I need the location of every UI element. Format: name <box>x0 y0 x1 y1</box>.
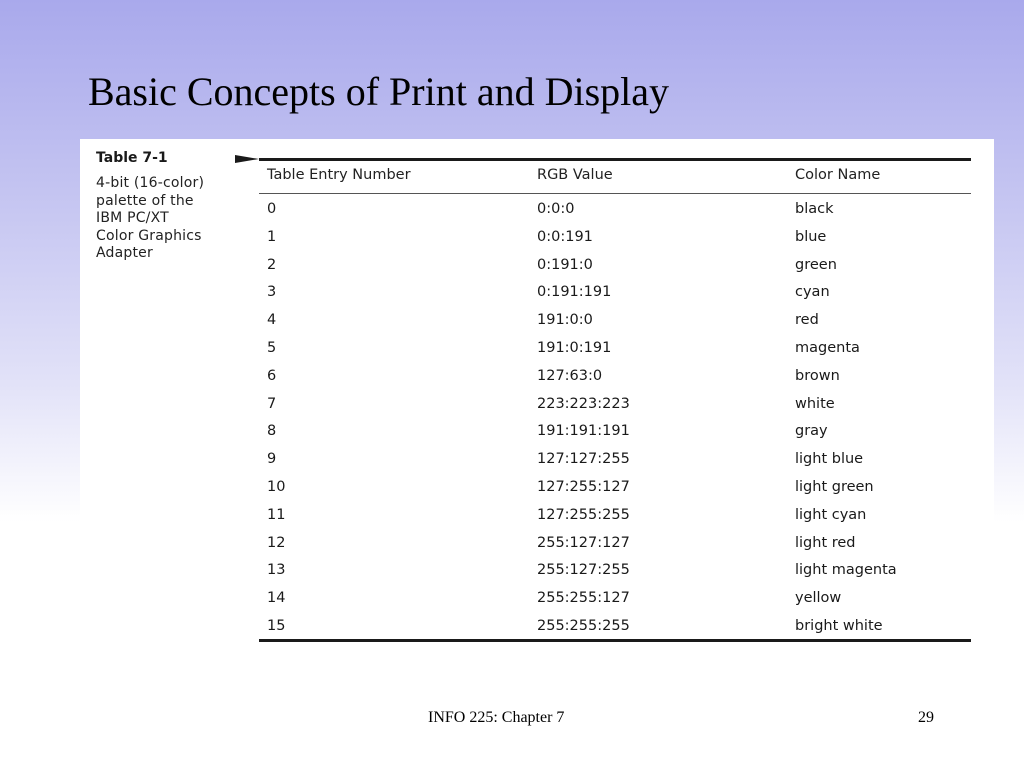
entry-number-cell: 9 <box>267 451 277 468</box>
color-name-cell: light cyan <box>795 506 867 523</box>
entry-number-cell: 8 <box>267 423 277 440</box>
color-name-cell: black <box>795 201 834 217</box>
table-figure <box>80 139 994 658</box>
entry-number-cell: 10 <box>267 478 286 495</box>
table-bottom-rule <box>259 639 971 642</box>
entry-number-cell: 14 <box>267 590 286 607</box>
entry-number-cell: 5 <box>267 339 277 356</box>
rgb-value-cell: 255:255:255 <box>537 617 630 634</box>
color-name-cell: light green <box>795 478 874 495</box>
table-row <box>259 307 971 335</box>
rgb-value-cell: 127:127:255 <box>537 451 630 468</box>
table-row <box>259 530 971 558</box>
table-label: Table 7-1 <box>96 150 168 166</box>
entry-number-cell: 2 <box>267 256 277 273</box>
table-row <box>259 363 971 391</box>
rgb-value-cell: 191:191:191 <box>537 423 630 440</box>
rgb-value-cell: 127:255:127 <box>537 478 630 495</box>
rgb-value-cell: 0:0:0 <box>537 201 575 217</box>
table-row <box>259 391 971 419</box>
table-header-rule <box>259 193 971 194</box>
entry-number-cell: 15 <box>267 617 286 634</box>
entry-number-cell: 7 <box>267 395 277 412</box>
table-row <box>259 252 971 280</box>
color-name-cell: yellow <box>795 590 842 607</box>
table-row <box>259 613 971 641</box>
table-header-row <box>259 167 971 189</box>
rgb-value-cell: 191:0:191 <box>537 339 612 356</box>
table-caption <box>96 149 251 263</box>
color-name-cell: white <box>795 395 835 412</box>
table-row <box>259 224 971 252</box>
table-row <box>259 557 971 585</box>
table-body <box>259 196 971 641</box>
entry-number-cell: 12 <box>267 534 286 551</box>
table-row <box>259 418 971 446</box>
page-number: 29 <box>918 709 934 726</box>
table-row <box>259 446 971 474</box>
table-row <box>259 502 971 530</box>
slide-title: Basic Concepts of Print and Display <box>88 69 670 114</box>
arrow-icon <box>235 155 259 163</box>
table-row <box>259 335 971 363</box>
color-name-cell: bright white <box>795 617 883 634</box>
color-name-cell: light blue <box>795 451 864 468</box>
color-name-cell: light magenta <box>795 562 897 579</box>
color-name-cell: red <box>795 312 819 329</box>
entry-number-cell: 1 <box>267 228 277 245</box>
color-name-cell: gray <box>795 423 828 440</box>
entry-number-cell: 3 <box>267 284 277 301</box>
rgb-value-cell: 191:0:0 <box>537 312 593 329</box>
table-top-rule <box>259 158 971 161</box>
column-header-rgb-value: RGB Value <box>537 167 613 183</box>
table-row <box>259 585 971 613</box>
entry-number-cell: 6 <box>267 367 277 384</box>
color-name-cell: brown <box>795 367 840 384</box>
column-header-color-name: Color Name <box>795 167 881 183</box>
entry-number-cell: 13 <box>267 562 286 579</box>
color-name-cell: magenta <box>795 339 860 356</box>
color-name-cell: blue <box>795 228 827 245</box>
entry-number-cell: 11 <box>267 506 286 523</box>
color-name-cell: cyan <box>795 284 830 301</box>
footer-course: INFO 225: Chapter 7 <box>428 709 565 726</box>
color-name-cell: light red <box>795 534 856 551</box>
rgb-value-cell: 127:255:255 <box>537 506 630 523</box>
table-row <box>259 279 971 307</box>
rgb-value-cell: 255:127:127 <box>537 534 630 551</box>
rgb-value-cell: 0:191:191 <box>537 284 612 301</box>
entry-number-cell: 4 <box>267 312 277 329</box>
rgb-value-cell: 255:255:127 <box>537 590 630 607</box>
rgb-value-cell: 127:63:0 <box>537 367 603 384</box>
table-row <box>259 196 971 224</box>
rgb-value-cell: 0:0:191 <box>537 228 593 245</box>
entry-number-cell: 0 <box>267 201 277 217</box>
rgb-value-cell: 255:127:255 <box>537 562 630 579</box>
color-name-cell: green <box>795 256 837 273</box>
rgb-value-cell: 0:191:0 <box>537 256 593 273</box>
table-caption-text: 4-bit (16-color) palette of the IBM PC/XT Color Graphics Adapter <box>96 175 205 261</box>
column-header-entry-number: Table Entry Number <box>267 167 411 183</box>
table-row <box>259 474 971 502</box>
rgb-value-cell: 223:223:223 <box>537 395 630 412</box>
